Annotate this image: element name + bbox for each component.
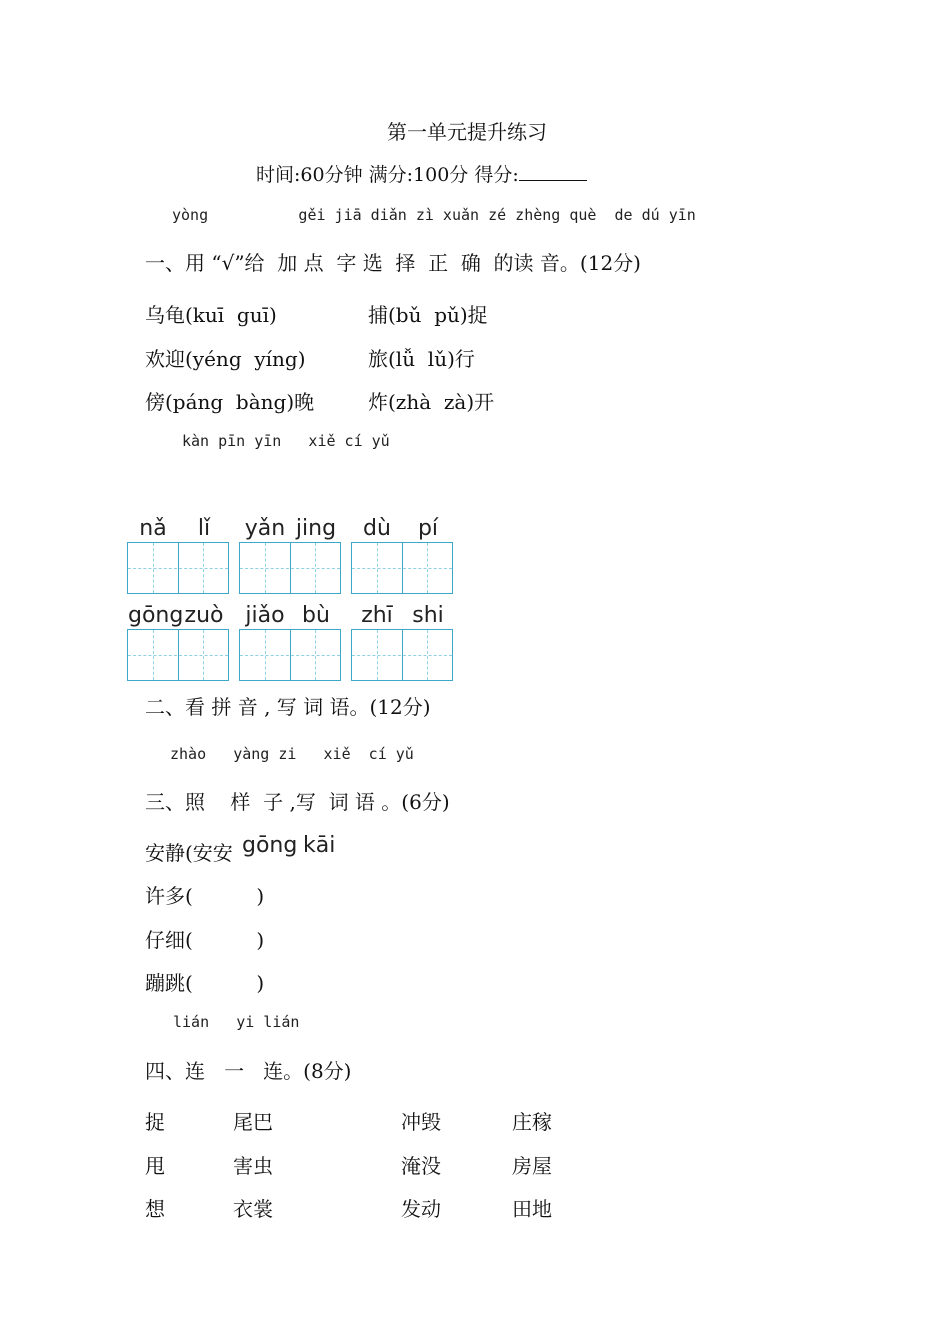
match-word: 田地 (512, 1197, 552, 1221)
q2-pinyin: kàn pīn yīn xiě cí yǔ (182, 432, 390, 450)
match-word: 捉 (145, 1110, 165, 1134)
match-word: 淹没 (401, 1154, 441, 1178)
q1-item: 欢迎(yéng yíng) (145, 347, 306, 371)
writing-grid-box[interactable] (239, 542, 341, 594)
writing-grid-box[interactable] (127, 629, 229, 681)
q3-pinyin: zhào yàng zi xiě cí yǔ (170, 745, 414, 763)
writing-grid-box[interactable] (239, 629, 341, 681)
q2-heading: 二、看 拼 音 , 写 词 语。(12分) (145, 695, 431, 719)
grid-pinyin: zhī (361, 603, 393, 628)
q1-item: 炸(zhà zà)开 (368, 390, 495, 414)
q4-pinyin: lián yi lián (173, 1013, 300, 1031)
q1-item: 乌龟(kuī guī) (145, 303, 277, 327)
exam-meta-text: 时间:60分钟 满分:100分 得分: (256, 164, 519, 186)
q1-item: 傍(páng bàng)晚 (145, 390, 315, 414)
q3-item: 仔细( ) (145, 928, 265, 952)
q1-pinyin: yòng gěi jiā diǎn zì xuǎn zé zhèng què de dú yīn (172, 206, 696, 224)
writing-grid-box[interactable] (351, 542, 453, 594)
score-blank[interactable] (519, 162, 587, 181)
q3-heading: 三、照 样 子 ,写 词 语 。(6分) (145, 790, 450, 814)
q3-item: 蹦跳( ) (145, 971, 265, 995)
grid-pinyin: zuò (184, 603, 224, 628)
grid-pinyin: yǎn (244, 516, 286, 541)
grid-pinyin: gōng (128, 603, 184, 628)
match-word: 害虫 (233, 1154, 273, 1178)
grid-pinyin: nǎ (139, 516, 167, 541)
q3-example: 安静(安安 (145, 841, 233, 865)
writing-grid-box[interactable] (127, 542, 229, 594)
grid-pinyin: bù (302, 603, 330, 628)
match-word: 冲毁 (401, 1110, 441, 1134)
q1-item: 捕(bǔ pǔ)捉 (368, 303, 488, 327)
q4-heading: 四、连 一 连。(8分) (145, 1059, 352, 1083)
grid-pinyin: jing (295, 516, 337, 541)
page-title: 第一单元提升练习 (387, 120, 547, 144)
exam-meta (256, 160, 587, 187)
grid-pinyin: pí (417, 516, 439, 541)
match-word: 衣裳 (233, 1197, 273, 1221)
match-word: 尾巴 (233, 1110, 273, 1134)
match-word: 庄稼 (512, 1110, 552, 1134)
match-word: 甩 (145, 1154, 165, 1178)
q3-item: 许多( ) (145, 884, 265, 908)
grid-pinyin: shi (412, 603, 444, 628)
q1-heading: 一、用 “√”给 加 点 字 选 择 正 确 的读 音。(12分) (145, 251, 641, 275)
q3-example-pinyin: kāi (303, 833, 336, 858)
match-word: 想 (145, 1197, 165, 1221)
grid-pinyin: dù (363, 516, 391, 541)
match-word: 发动 (401, 1197, 441, 1221)
grid-pinyin: lǐ (197, 516, 211, 541)
match-word: 房屋 (512, 1154, 552, 1178)
grid-pinyin: jiǎo (245, 603, 285, 628)
q1-item: 旅(lǚ lǔ)行 (368, 347, 475, 371)
writing-grid-box[interactable] (351, 629, 453, 681)
q3-example-pinyin: gōng (242, 833, 298, 858)
